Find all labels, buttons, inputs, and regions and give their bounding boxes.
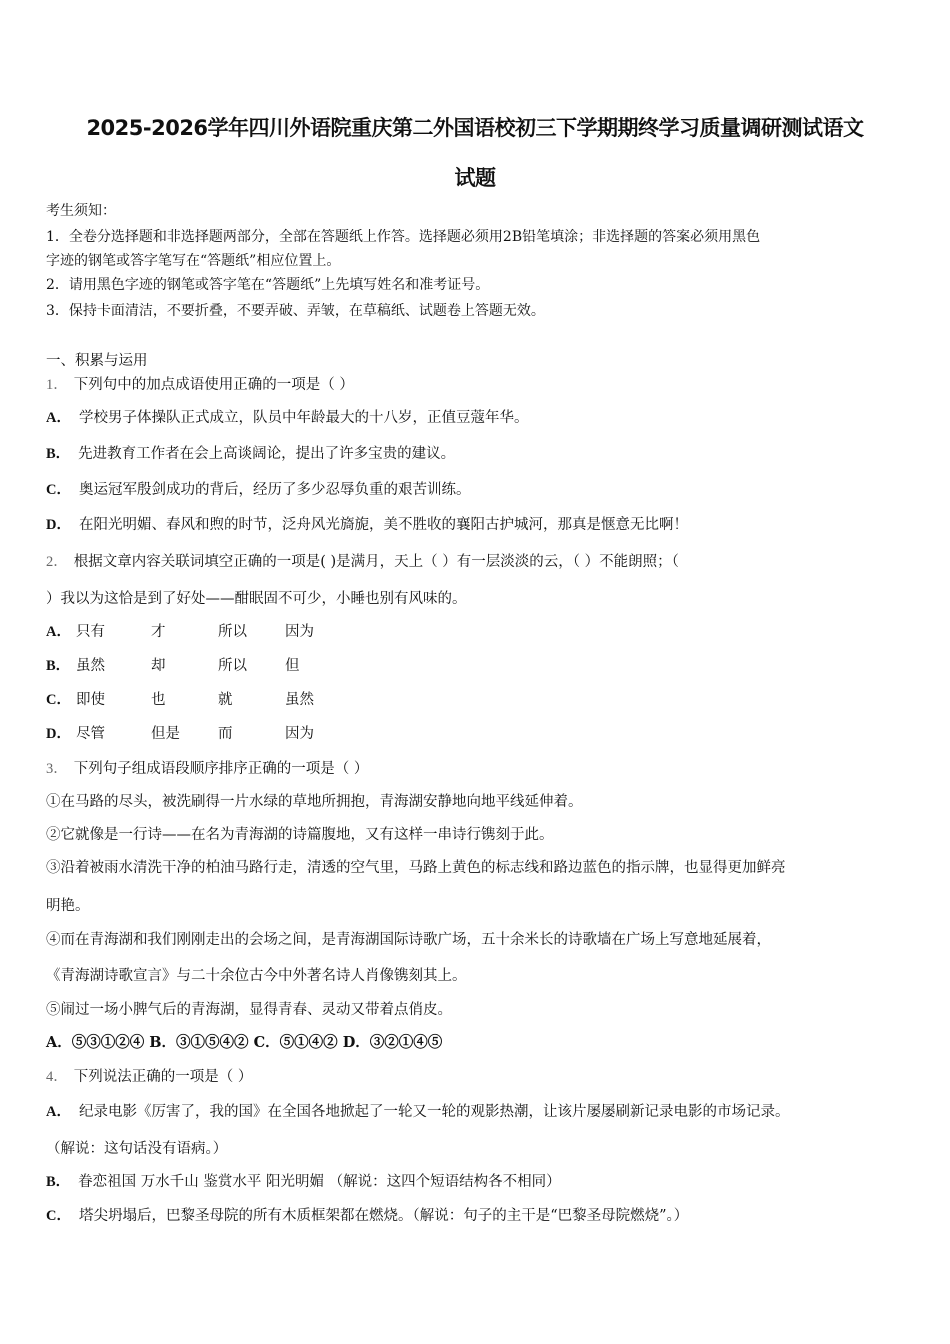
option-word: 尽管 <box>76 726 105 742</box>
q4-option-b <box>46 1172 561 1192</box>
notice-heading: 考生须知： <box>46 203 116 219</box>
option-word: 而 <box>218 726 233 742</box>
question-2-stem-continued: ）我以为这恰是到了好处——酣眠固不可少，小睡也别有风味的。 <box>46 591 467 607</box>
option-label: C． <box>46 1208 71 1224</box>
q4-option-c <box>46 1206 688 1226</box>
page-title: 2025-2026学年四川外语院重庆第二外国语校初三下学期期终学习质量调研测试语文 <box>86 116 864 140</box>
q3-options: A．⑤③①②④ B．③①⑤④② C．⑤①④② D．③②①④⑤ <box>46 1034 443 1051</box>
q3-sentence-3-continued: 明艳。 <box>46 898 90 914</box>
q3-sentence-4-continued: 《青海湖诗歌宣言》与二十余位古今中外著名诗人肖像镌刻其上。 <box>46 968 467 984</box>
question-number: 2． <box>46 554 68 570</box>
notice-item: 2．请用黑色字迹的钢笔或答字笔在“答题纸”上先填写姓名和准考证号。 <box>46 277 490 293</box>
question-text: 下列句中的加点成语使用正确的一项是（ ） <box>73 377 354 393</box>
option-text: 先进教育工作者在会上高谈阔论，提出了许多宝贵的建议。 <box>78 446 456 462</box>
question-4-stem <box>46 1067 252 1087</box>
question-number: 3． <box>46 761 68 777</box>
option-label: B． <box>46 658 71 674</box>
q2-option-a <box>46 622 345 642</box>
notice-item: 字迹的钢笔或答字笔写在“答题纸”相应位置上。 <box>46 253 341 269</box>
question-3-stem <box>46 759 368 779</box>
question-number: 4． <box>46 1069 68 1085</box>
option-word: 也 <box>151 692 166 708</box>
option-word: 却 <box>151 658 166 674</box>
question-number: 1． <box>46 377 68 393</box>
option-text: 纪录电影《厉害了，我的国》在全国各地掀起了一轮又一轮的观影热潮，让该片屡屡刷新记录电影的市场记录。 <box>78 1104 790 1120</box>
q2-option-c <box>46 690 345 710</box>
option-text: 塔尖坍塌后，巴黎圣母院的所有木质框架都在燃烧。（解说：句子的主干是“巴黎圣母院燃烧”。） <box>78 1208 689 1224</box>
q3-sentence-2: ②它就像是一行诗——在名为青海湖的诗篇腹地，又有这样一串诗行镌刻于此。 <box>46 827 554 843</box>
q3-sentence-4: ④而在青海湖和我们刚刚走出的会场之间，是青海湖国际诗歌广场，五十余米长的诗歌墙在广场上写意地延展着， <box>46 932 771 948</box>
option-label: B． <box>46 1174 71 1190</box>
option-word: 但 <box>285 658 300 674</box>
question-text: 下列说法正确的一项是（ ） <box>73 1069 253 1085</box>
q1-option-d <box>46 515 688 535</box>
option-word: 即使 <box>76 692 105 708</box>
q3-sentence-5: ⑤闹过一场小脾气后的青海湖，显得青春、灵动又带着点俏皮。 <box>46 1002 452 1018</box>
option-word: 就 <box>218 692 233 708</box>
option-word: 虽然 <box>76 658 105 674</box>
option-text: 眷恋祖国 万水千山 鉴赏水平 阳光明媚 （解说：这四个短语结构各不相同） <box>78 1174 561 1190</box>
q1-option-c <box>46 480 470 500</box>
q4-option-a <box>46 1102 789 1122</box>
option-label: A． <box>46 410 71 426</box>
notice-item: 1．全卷分选择题和非选择题两部分，全部在答题纸上作答。选择题必须用2B铅笔填涂；非选择题的答案必须用黑色 <box>46 229 761 245</box>
option-label: B． <box>46 446 71 462</box>
option-label: C． <box>46 692 71 708</box>
option-word: 所以 <box>218 658 247 674</box>
option-text: 在阳光明媚、春风和煦的时节，泛舟风光旖旎，美不胜收的襄阳古护城河，那真是惬意无比啊！ <box>78 517 688 533</box>
notice-item: 3．保持卡面清洁，不要折叠，不要弄破、弄皱，在草稿纸、试题卷上答题无效。 <box>46 303 545 319</box>
option-label: D． <box>46 726 71 742</box>
option-word: 虽然 <box>285 692 314 708</box>
option-word: 但是 <box>151 726 180 742</box>
question-text: 根据文章内容关联词填空正确的一项是( )是满月，天上（ ）有一层淡淡的云，（ ）不能朗照；（ <box>73 554 679 570</box>
option-text: 奥运冠军殷剑成功的背后，经历了多少忍辱负重的艰苦训练。 <box>78 482 471 498</box>
option-label: A． <box>46 624 71 640</box>
q3-sentence-3: ③沿着被雨水清洗干净的柏油马路行走，清透的空气里，马路上黄色的标志线和路边蓝色的指示牌，也显得更加鲜亮 <box>46 860 786 876</box>
option-word: 才 <box>151 624 166 640</box>
page-title-continued: 试题 <box>454 166 496 190</box>
option-label: A． <box>46 1104 71 1120</box>
q3-sentence-1: ①在马路的尽头，被洗刷得一片水绿的草地所拥抱，青海湖安静地向地平线延伸着。 <box>46 794 583 810</box>
option-label: C． <box>46 482 71 498</box>
question-2-stem <box>46 552 679 572</box>
question-1-stem <box>46 375 354 395</box>
q2-option-b <box>46 656 345 676</box>
q1-option-a <box>46 408 528 428</box>
option-word: 所以 <box>218 624 247 640</box>
option-word: 只有 <box>76 624 105 640</box>
option-word: 因为 <box>285 624 314 640</box>
q1-option-b <box>46 444 455 464</box>
q4-option-a-note: （解说：这句话没有语病。） <box>46 1141 228 1157</box>
option-word: 因为 <box>285 726 314 742</box>
q2-option-d <box>46 724 345 744</box>
section-heading: 一、积累与运用 <box>46 353 148 369</box>
option-text: 学校男子体操队正式成立，队员中年龄最大的十八岁，正值豆蔻年华。 <box>78 410 529 426</box>
option-label: D． <box>46 517 71 533</box>
question-text: 下列句子组成语段顺序排序正确的一项是（ ） <box>73 761 369 777</box>
